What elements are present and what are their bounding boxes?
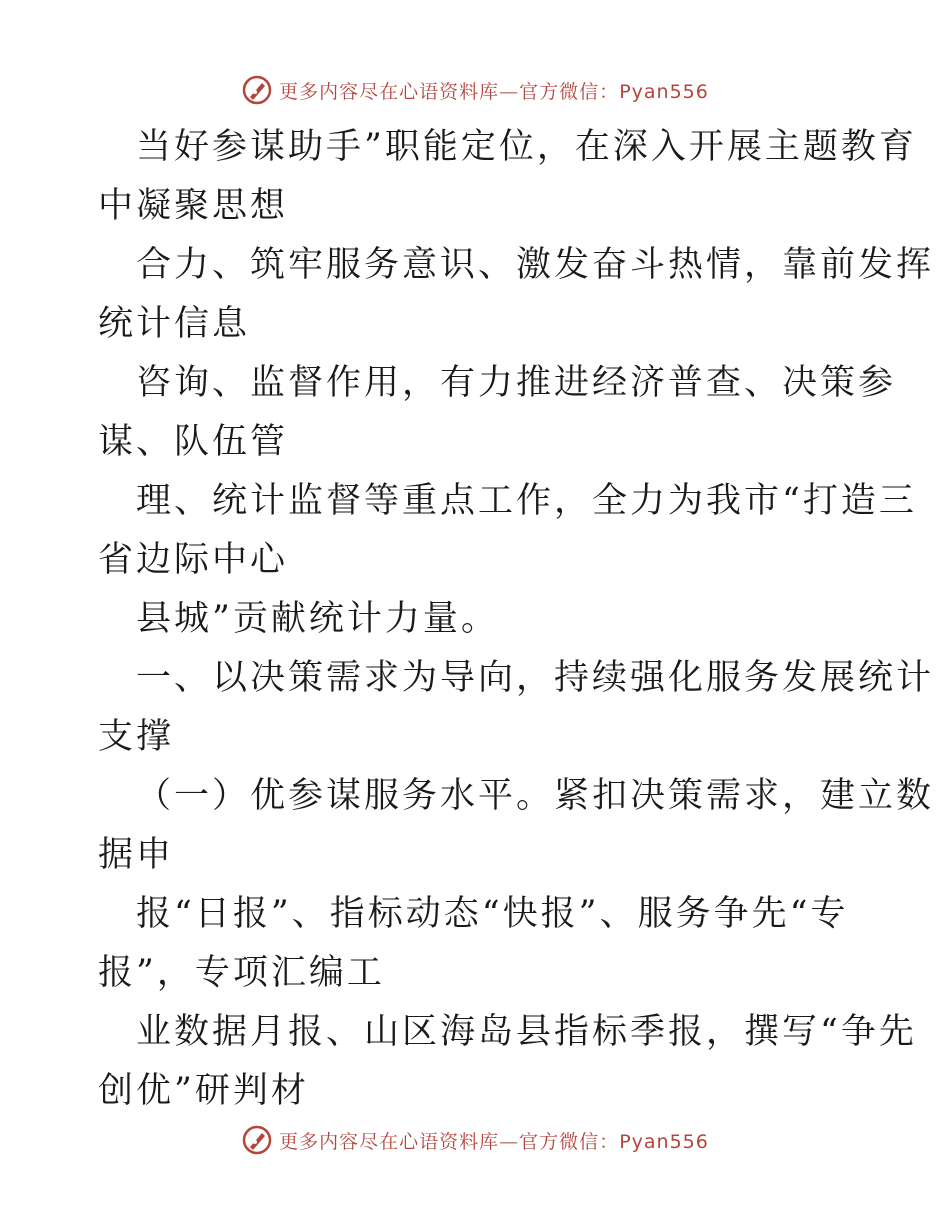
banner-wechat-label: 官方微信： (519, 1130, 620, 1153)
body-line: 统计信息 (98, 304, 251, 344)
subsection-heading: （一）优参谋服务水平。紧扣决策需求，建立数 (136, 776, 935, 816)
header-banner (0, 70, 950, 110)
body-line: 创优”研判材 (98, 1071, 309, 1111)
document-body (98, 118, 935, 1121)
body-line: 当好参谋助手”职能定位，在深入开展主题教育 (136, 127, 917, 167)
banner-separator: — (499, 80, 520, 103)
body-line: 据申 (98, 835, 175, 875)
banner-wechat-id: Pyan556 (619, 1130, 709, 1153)
body-line: 合力、筑牢服务意识、激发奋斗热情，靠前发挥 (136, 245, 935, 285)
pen-logo-icon (241, 74, 273, 106)
pen-logo-icon (241, 1124, 273, 1156)
footer-banner (0, 1120, 950, 1160)
body-line: 谋、队伍管 (98, 422, 289, 462)
body-line: 理、统计监督等重点工作，全力为我市“打造三 (136, 481, 917, 521)
banner-title: 更多内容尽在心语资料库 (279, 1130, 500, 1153)
body-line: 报“日报”、指标动态“快报”、服务争先“专 (136, 894, 849, 934)
body-line: 县城”贡献统计力量。 (136, 599, 499, 639)
banner-wechat-id: Pyan556 (619, 80, 709, 103)
section-heading: 一、以决策需求为导向，持续强化服务发展统计 (136, 658, 935, 698)
body-line: 省边际中心 (98, 540, 289, 580)
banner-wechat-label: 官方微信： (519, 80, 620, 103)
body-line: 报”，专项汇编工 (98, 953, 385, 993)
section-heading-continued: 支撑 (98, 717, 175, 757)
body-line: 咨询、监督作用，有力推进经济普查、决策参 (136, 363, 897, 403)
banner-separator: — (499, 1130, 520, 1153)
body-line: 中凝聚思想 (98, 186, 289, 226)
banner-title: 更多内容尽在心语资料库 (279, 80, 500, 103)
body-line: 业数据月报、山区海岛县指标季报，撰写“争先 (136, 1012, 917, 1052)
